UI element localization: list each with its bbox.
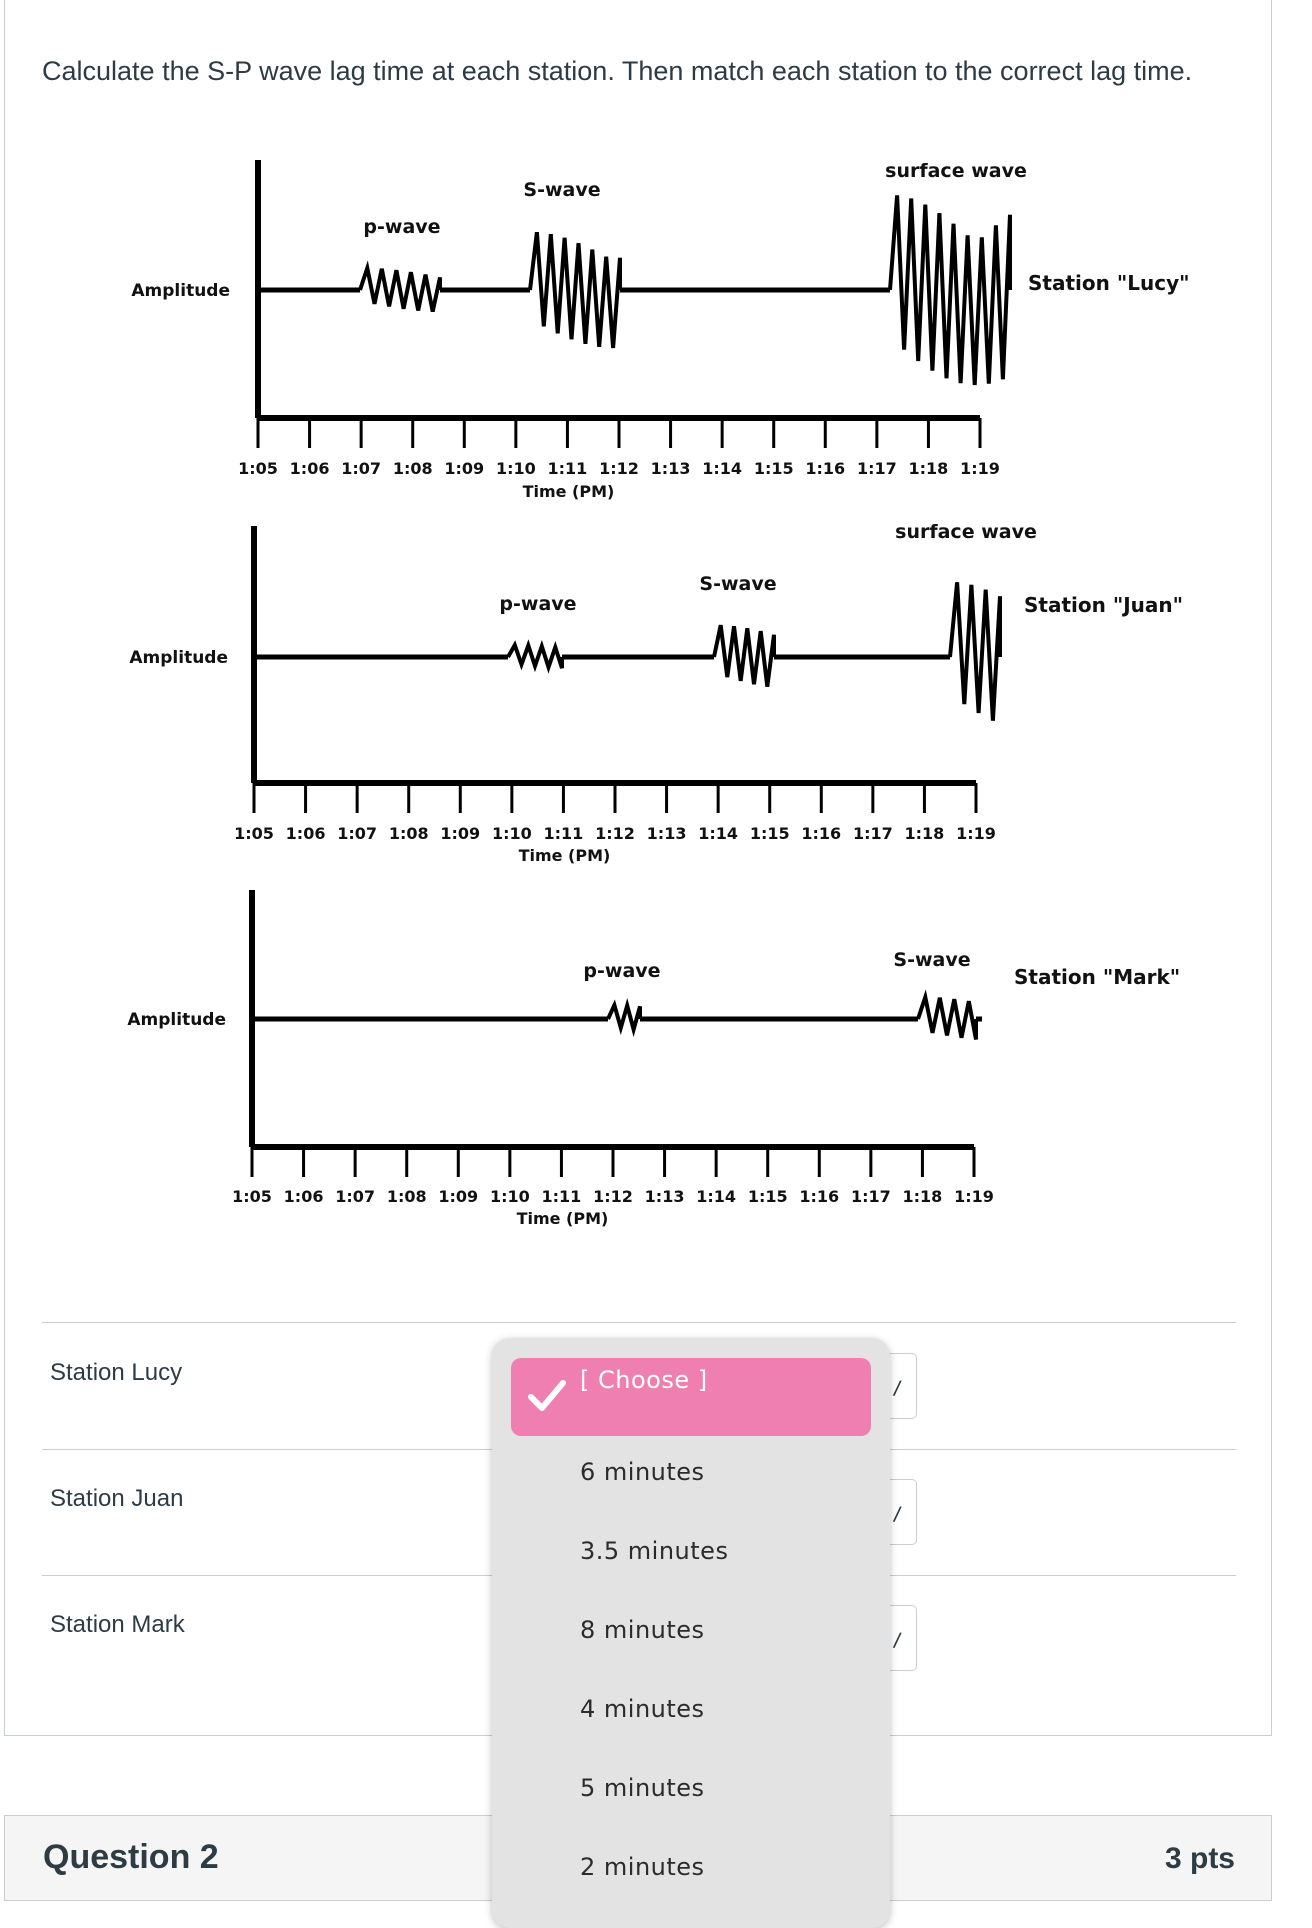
tick-label: 1:15 — [747, 1187, 788, 1206]
dropdown-option[interactable]: 3.5 minutes — [580, 1537, 729, 1565]
tick-label: 1:11 — [547, 459, 588, 478]
station-name-label: Station "Juan" — [1024, 593, 1184, 617]
tick-label: 1:09 — [440, 824, 481, 843]
time-axis-label: Time (PM) — [518, 846, 611, 865]
amplitude-label: Amplitude — [127, 1010, 226, 1030]
p-wave-trace — [508, 645, 562, 668]
station-lucy-label: Station Lucy — [50, 1359, 183, 1386]
question-text: Calculate the S-P wave lag time at each station. Then match each station to the correct lag time. — [42, 56, 1193, 86]
tick-label: 1:11 — [543, 824, 584, 843]
tick-label: 1:18 — [908, 459, 949, 478]
p-wave-trace — [608, 1005, 640, 1029]
tick-label: 1:11 — [541, 1187, 582, 1206]
s-wave-label: S-wave — [523, 179, 601, 201]
dropdown-option[interactable]: 4 minutes — [580, 1695, 705, 1723]
dropdown-option-label: [ Choose ] — [580, 1366, 708, 1394]
tick-label: 1:14 — [696, 1187, 737, 1206]
tick-label: 1:05 — [232, 1187, 272, 1206]
tick-label: 1:10 — [489, 1187, 530, 1206]
s-wave-trace — [714, 625, 774, 687]
dropdown-option[interactable]: 8 minutes — [580, 1616, 705, 1644]
tick-label: 1:14 — [702, 459, 743, 478]
tick-label: 1:15 — [749, 824, 790, 843]
tick-label: 1:16 — [801, 824, 842, 843]
tick-label: 1:19 — [954, 1187, 994, 1206]
station-name-label: Station "Lucy" — [1028, 271, 1190, 295]
tick-label: 1:05 — [238, 459, 278, 478]
tick-label: 1:13 — [646, 824, 687, 843]
chevron-down-icon: / — [891, 1501, 903, 1528]
station-juan-select[interactable] — [888, 1479, 917, 1545]
tick-label: 1:08 — [386, 1187, 427, 1206]
tick-label: 1:07 — [341, 459, 382, 478]
p-wave-label: p-wave — [363, 216, 441, 238]
tick-label: 1:19 — [956, 824, 996, 843]
tick-label: 1:14 — [698, 824, 739, 843]
tick-label: 1:06 — [285, 824, 326, 843]
tick-label: 1:10 — [491, 824, 532, 843]
s-wave-label: S-wave — [893, 949, 971, 971]
dropdown-option[interactable]: 6 minutes — [580, 1458, 705, 1486]
station-lucy-select[interactable] — [888, 1353, 917, 1419]
tick-label: 1:05 — [234, 824, 274, 843]
station-name-label: Station "Mark" — [1014, 965, 1181, 989]
lag-time-dropdown-menu[interactable] — [492, 1338, 890, 1928]
tick-label: 1:07 — [337, 824, 378, 843]
p-wave-label: p-wave — [583, 960, 661, 982]
s-wave-label: S-wave — [699, 573, 777, 595]
station-juan-label: Station Juan — [50, 1485, 184, 1512]
station-mark-select[interactable] — [888, 1605, 917, 1671]
surface-wave-trace — [890, 195, 1010, 385]
tick-label: 1:06 — [289, 459, 330, 478]
chevron-down-icon: / — [891, 1375, 903, 1402]
p-wave-trace — [360, 268, 440, 312]
time-axis-label: Time (PM) — [516, 1209, 609, 1228]
amplitude-label: Amplitude — [131, 281, 230, 301]
tick-label: 1:19 — [960, 459, 1000, 478]
surface-wave-trace — [950, 582, 1000, 720]
tick-label: 1:18 — [902, 1187, 943, 1206]
chevron-down-icon: / — [891, 1627, 903, 1654]
checkmark-icon — [527, 1378, 567, 1414]
tick-label: 1:10 — [495, 459, 536, 478]
p-wave-label: p-wave — [499, 593, 577, 615]
surface-wave-label: surface wave — [885, 160, 1027, 182]
tick-label: 1:08 — [388, 824, 429, 843]
amplitude-label: Amplitude — [129, 648, 228, 668]
tick-label: 1:17 — [850, 1187, 891, 1206]
tick-label: 1:06 — [283, 1187, 324, 1206]
tick-label: 1:17 — [852, 824, 893, 843]
question-2-title: Question 2 — [43, 1838, 219, 1876]
tick-label: 1:12 — [593, 1187, 633, 1206]
tick-label: 1:08 — [392, 459, 433, 478]
time-axis-label: Time (PM) — [522, 482, 615, 501]
tick-label: 1:15 — [753, 459, 794, 478]
dropdown-option[interactable]: 2 minutes — [580, 1853, 705, 1881]
tick-label: 1:13 — [650, 459, 691, 478]
surface-wave-label: surface wave — [895, 521, 1037, 543]
tick-label: 1:09 — [444, 459, 485, 478]
tick-label: 1:12 — [595, 824, 635, 843]
tick-label: 1:17 — [856, 459, 897, 478]
station-mark-label: Station Mark — [50, 1611, 185, 1638]
tick-label: 1:12 — [599, 459, 639, 478]
dropdown-option-choose[interactable] — [511, 1358, 871, 1436]
dropdown-option[interactable]: 5 minutes — [580, 1774, 705, 1802]
divider — [42, 1322, 1236, 1323]
tick-label: 1:16 — [805, 459, 846, 478]
tick-label: 1:13 — [644, 1187, 685, 1206]
tick-label: 1:07 — [335, 1187, 376, 1206]
s-wave-trace — [530, 232, 620, 348]
tick-label: 1:09 — [438, 1187, 479, 1206]
s-wave-trace — [918, 997, 976, 1039]
question-2-points: 3 pts — [1164, 1842, 1235, 1875]
tick-label: 1:18 — [904, 824, 945, 843]
tick-label: 1:16 — [799, 1187, 840, 1206]
